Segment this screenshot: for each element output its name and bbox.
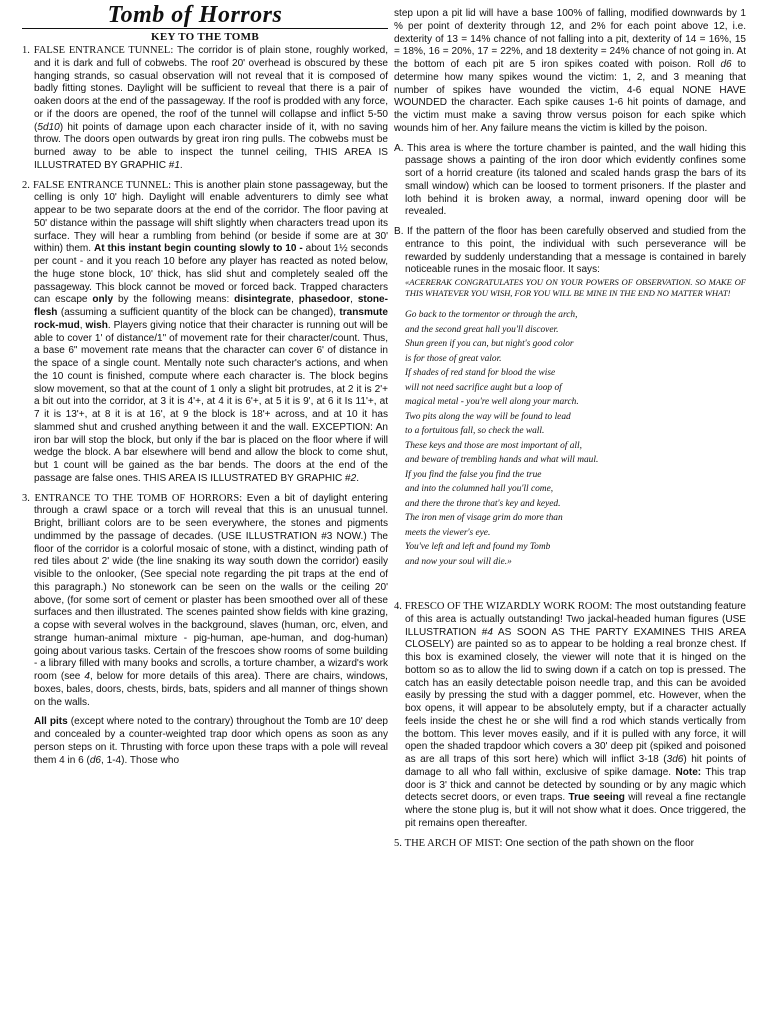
riddle-line: Shun green if you can, but night's good color [405, 339, 574, 349]
spell-name: stone-flesh [34, 294, 388, 318]
section-heading: ENTRANCE TO THE TOMB OF HORRORS: [34, 492, 243, 504]
section-heading: FRESCO OF THE WIZARDLY WORK ROOM: [404, 601, 613, 612]
bold-text: True seeing [568, 792, 625, 804]
section-number: 3. [22, 492, 30, 504]
spacer [22, 173, 388, 180]
riddle-line: If shades of red stand for blood the wise [405, 368, 556, 378]
body-text: to determine how many spikes wound the victim: 1, 2, and 3 meaning that number of spikes have wounded the victim, 4-6 equal NONE HAVE WOUNDED the character. Each spike causes 1-6 hit points of damage, and the victim must make a saving throw versus poison for each spike which wounds him of her. Any failure means the victim is killed by the poison. [394, 59, 746, 134]
bold-text: All pits [34, 716, 68, 728]
riddle-line: to a fortuitous fall, so check the wall. [405, 426, 545, 436]
section-3 [22, 493, 388, 710]
body-text: , [291, 294, 299, 306]
section-letter: B. [394, 226, 404, 237]
left-column [22, 45, 388, 767]
body-text: step upon a pit lid will have a base 100% of falling, modified downwards by 1 % per point of dexterity through 12, and 2% for each point above 12, i.e. dexterity of 13 = 14% chance of not falling into a pit, dexterity of 14 = 16%, 15 = 18%, 16 = 20%, 17 = 22%, and 18 dexterity = 24% chance of not going in. At the bottom of each pit are 5 iron spikes coated with poison. Roll [394, 8, 746, 70]
section-3-continued [394, 8, 746, 136]
body-text: ) hit points of damage upon each character inside of it, with no saving throw. The doors open outwards by great iron ring pulls. The cobwebs must be burned away to be able to inspect the tunnel ceiling, THIS AREA IS ILLUSTRATED BY GRAPHIC # [34, 121, 388, 171]
riddle-line: and the second great hall you'll discover. [405, 324, 559, 335]
page-title: Tomb of Horrors [107, 2, 283, 28]
bold-text: only [92, 294, 114, 306]
spacer [22, 709, 388, 716]
body-text: , [79, 319, 86, 331]
dice-notation: d6 [89, 754, 102, 766]
body-text: (assuming a sufficient quantity of the block can be changed), [57, 307, 340, 318]
section-a [394, 143, 746, 220]
body-text: about 1½ seconds per count - and it you reach 10 before any player has reacted as noted below, the huge stone block, 10' thick, has slid shut and completely sealed off the passageway. This block cannot be moved or forced back. Trapped characters can escape [34, 243, 388, 306]
right-column [394, 8, 746, 850]
dice-notation: 3d6 [666, 754, 684, 765]
body-text: , 1-4). Those who [101, 754, 180, 766]
body-text: , [350, 294, 358, 306]
riddle-line: magical metal - you're well along your march. [405, 397, 579, 407]
section-2 [22, 180, 388, 486]
body-text: If the pattern of the floor has been carefully observed and studied from the entrance to this point, the individual with such perseverance will be rewarded by suddenly understanding that a message is contained in barely noticeable runes in the mosaic floor. It says: [403, 226, 746, 276]
spacer [22, 486, 388, 493]
riddle-line: These keys and those are most important of all, [405, 440, 582, 451]
riddle-line: meets the viewer's eye. [405, 527, 491, 538]
body-text: will reveal a fine rectangle where the stone plug is, but it will not show what it does. Once triggered, the pit remains open thereafter. [405, 792, 746, 829]
riddle-verse [405, 308, 746, 569]
riddle-line: The iron men of visage grim do more than [405, 513, 563, 523]
title-rule [22, 28, 388, 29]
riddle-line: will not need sacrifice aught but a loop of [405, 382, 562, 393]
body-text: . [356, 472, 360, 484]
body-text: ) hit points of damage to all who fall within, exclusive of spike damage. [405, 754, 746, 778]
riddle-line: and beware of trembling hands and what will maul. [405, 455, 599, 465]
spacer [394, 569, 746, 601]
riddle-line: Two pits along the way will be found to lead [405, 411, 571, 422]
graphic-number: 1 [174, 159, 180, 171]
section-heading: THE ARCH OF MIST: [404, 837, 503, 849]
riddle-line: You've left and left and found my Tomb [405, 542, 551, 552]
body-text: This trap door is 3' thick and cannot be detected by sounding or by any magic which detects secret doors, or even traps. [405, 766, 746, 804]
body-text: by the following means: [113, 294, 235, 306]
dice-notation: d6 [720, 59, 732, 70]
key-heading: KEY TO THE TOMB [151, 31, 259, 43]
riddle-line: is for those of great valor. [405, 353, 502, 364]
body-text: This area is where the torture chamber is painted, and the wall hiding this passage shows a painting of the iron door which evidently confines some sort of a horrid creature (its taloned and scaled hands grasp the bars of its small window) which can be loosed to torment prisoners. If the plaster and loth behind it is broken away, a normal, inward opening door will be revealed. [403, 142, 746, 218]
body-text: . Players giving notice that their character is running out will be able to cover 1' of distance/1" of movement rate for their character/count. Thus, a base 6" movement rate means that the character can cover 6' of distance in the space of a single count. Mentally note such character's actions, and when the 10 count is finished, compute where each character is. The block begins slow movement, so that at the count of 1 only a slight bit protrudes, at 2 it is 2'+ a bit out into the corridor, at 3 it is 4'+, at 4 it is 6'+, at 5 it is 9', at 6 it Is 11'+, at 7 it is 13'+, at 8 it is at 16', at 9 the block is 18'+ across, and at 10 it has slammed shut and crushed anything between it and the wall. EXCEPTION: An iron bar will stop the block, but only if the bar is placed on the floor where if will wedge the block. A bar elsewhere will bend and allow the block to come shut, but 1 count will be gained as the bar bends. The doors at the end of the passage are false ones. THIS AREA IS ILLUSTRATED BY GRAPHIC # [34, 319, 388, 484]
bold-text: At this instant begin counting slowly to 10 - [94, 243, 303, 255]
section-1 [22, 45, 388, 173]
section-heading: FALSE ENTRANCE TUNNEL: [33, 45, 174, 56]
body-text: (except where noted to the contrary) throughout the Tomb are 10' deep and concealed by a counter-weighted trap door which opens as soon as any person steps on it. Thrusting with force upon these traps with a pole will reveal them 4 in 6 ( [34, 716, 388, 766]
section-number: 5. [394, 837, 402, 849]
note-label: Note: [675, 766, 702, 778]
body-text: One section of the path shown on the floor [502, 837, 695, 849]
section-number: 2. [22, 179, 30, 191]
spacer [394, 219, 746, 226]
section-b [394, 226, 746, 277]
body-text: The most outstanding feature of this area is actually outstanding! Two jackal-headed human figures (USE ILLUSTRATION # [405, 601, 746, 638]
riddle-line: Go back to the tormentor or through the arch, [405, 310, 578, 320]
spell-name: wish [85, 319, 108, 331]
spell-name: phasedoor [298, 294, 351, 306]
spacer [394, 831, 746, 838]
spell-name: transmute rock-mud [34, 307, 388, 331]
body-text: This is another plain stone passageway, but the celling is only 10' high. Daylight will enable adventurers to dimly see what appear to be two separate doors at the end of the corridor. The floor paving at 50' distance within the passage will shift slightly when characters tread upon its surface. They will hear a rumbling from behind (or beside if some are at 30' within) them. [34, 179, 388, 255]
spacer [394, 136, 746, 143]
section-5 [394, 838, 746, 851]
section-number: 4. [394, 601, 402, 612]
body-text: The corridor is of plain stone, roughly worked, and it is dark and full of cobwebs. The roof 20' overhead is obscured by these hanging strands, so casual observation will not reveal that it is composed of badly fitting stones. Daylight will be sufficient to reveal that there is a pair of oaken doors at the end of the passageway. If the roof is prodded with any force, or if the doors are opened, the roof of the tunnel will collapse and inflict 5-50 ( [34, 45, 388, 133]
riddle-line: and into the columned hall you'll come, [405, 484, 554, 494]
illustration-number: 4 [487, 626, 493, 638]
riddle-line: and now your soul will die.» [405, 556, 512, 567]
section-4 [394, 601, 746, 831]
section-letter: A. [394, 142, 404, 154]
section-number: 1. [22, 45, 30, 56]
section-3-pits-note [22, 716, 388, 767]
section-heading: FALSE ENTRANCE TUNNEL: [33, 179, 172, 191]
riddle-line: and there the throne that's key and keyed. [405, 498, 561, 509]
body-text: . [179, 159, 183, 171]
area-reference: 4 [84, 671, 90, 682]
body-text: , below for more details of this area). There are chairs, windows, boxes, bales, doors, chests, birds, bats, spiders and all manner of things shown on the walls. [34, 671, 388, 708]
spell-name: disintegrate [234, 294, 292, 306]
body-text: AS SOON AS THE PARTY EXAMINES THIS AREA CLOSELY) are painted so as to appear to be holding a real bronze chest. If this box is examined closely, the viewer will note that it is hinged on the bottom so as to allow the lid to swing down if a catch on top is pressed. The catch has an easily detectable poison needle trap, and this can be avoided easily by pressing the stud with a dagger pommel, etc. However, when the box opens, it will appear to be absolutely empty, but if a character actually feels inside the chest he or she will find a rod which stands vertically from the bottom. This lever moves easily, and if it is pulled with any force, it will open the shaded trapdoor which covers a 30' deep pit (spiked and poisoned as are all traps of this sort here) which will inflict 3-18 ( [405, 626, 747, 765]
riddle-line: If you find the false you find the true [405, 469, 542, 480]
graphic-number: 2 [350, 472, 357, 484]
body-text: Even a bit of daylight entering through a crawl space or a torch will reveal that this is an unusual tunnel. Bright, brilliant colors are to be seen everywhere, the stones and pigments undimmed by the passage of decades. (USE ILLUSTRATION #3 NOW.) The floor of the corridor is a colorful mosaic of stone, with a distinct, winding path of red tiles about 2' wide (the line snaking its way south down the corridor) easily visible to the onlooker, (See special note regarding the pit traps at the end of this paragraph.) No stonework can be seen on the walls or the ceiling 20' above, (for some sort of cement or plaster has been smoothed over all of these surfaces and then illustrated. The scenes painted show fields with kine grazing, a copse with several wolves in the background, slaves (human, orc, elven, and strange human-animal mixture - pig-human, ape-human, and dog-human) going about various tasks. Certain of the frescoes show rooms of some building - a library filled with many books and scrolls, a torture chamber, a wizard's work room (see [34, 492, 388, 682]
dice-notation: 5d10 [37, 121, 60, 133]
riddle-intro: «ACERERAK CONGRATULATES YOU ON YOUR POWERS OF OBSERVATION. SO MAKE OF THIS WHATEVER YOU WISH, FOR YOU WILL BE MINE IN THE END NO MATTER WHAT! [405, 277, 746, 298]
